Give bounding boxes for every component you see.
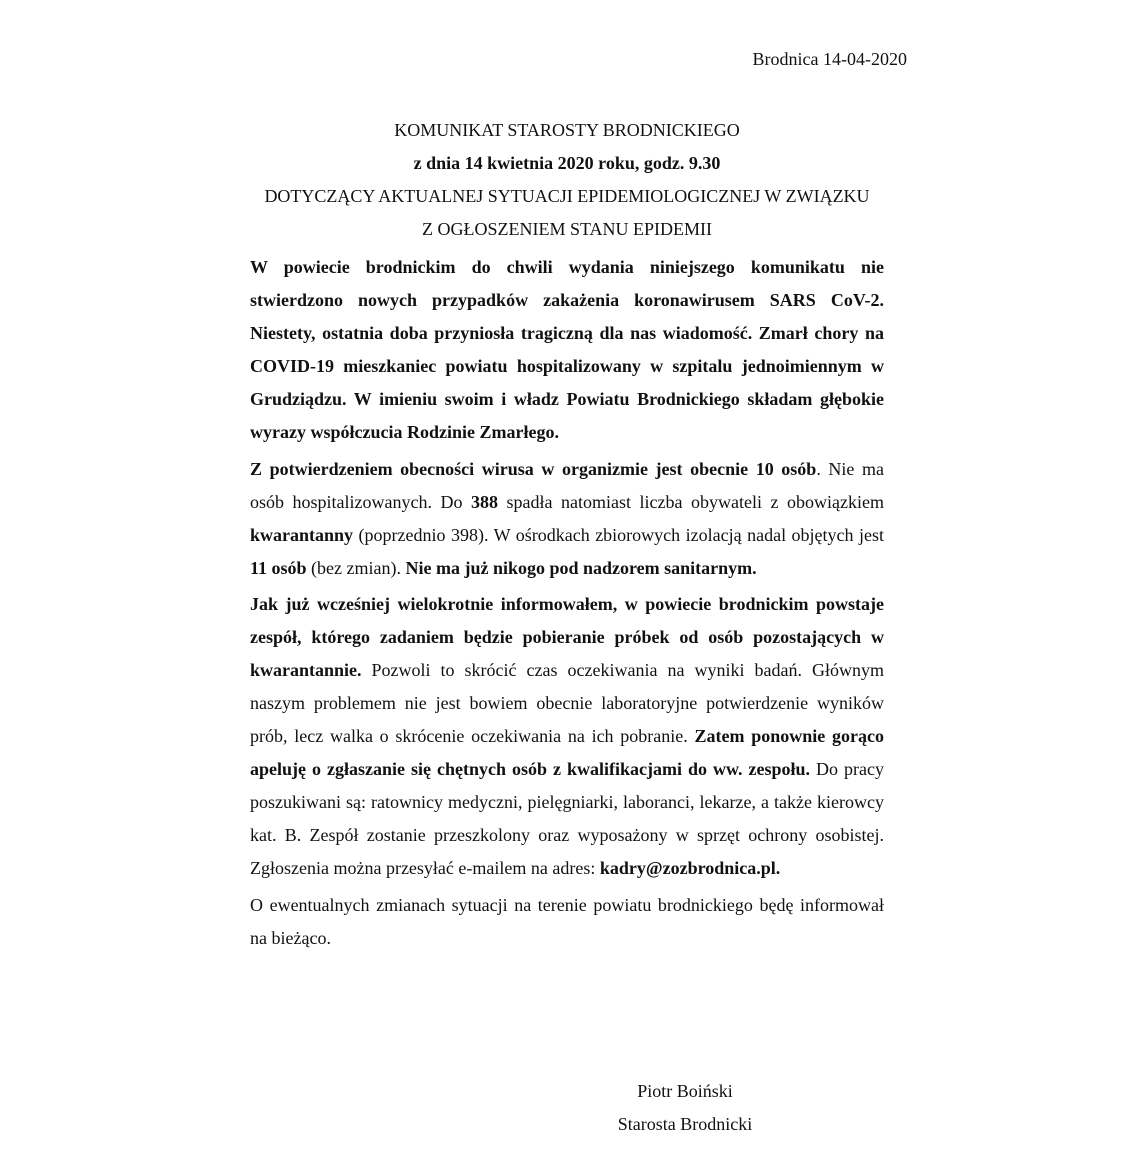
signatory-name: Piotr Boiński [637, 1081, 733, 1101]
paragraph-2-isolation-count: 11 osób [250, 557, 307, 578]
paragraph-2-text-b: spadła natomiast liczba obywateli z obowiązkiem [498, 491, 884, 512]
paragraph-2-text-d: (bez zmian). [306, 557, 406, 578]
paragraph-2-quarantine-count: 388 [471, 491, 499, 512]
contact-email: kadry@zozbrodnica.pl. [599, 858, 781, 878]
title-line-2: z dnia 14 kwietnia 2020 roku, godz. 9.30 [413, 153, 721, 173]
paragraph-3 [250, 588, 884, 885]
document-title [0, 114, 1134, 246]
paragraph-2-infected: Z potwierdzeniem obecności wirusa w organizmie jest obecnie 10 osób [250, 458, 817, 479]
paragraph-3-text-a: Pozwoli to skrócić czas oczekiwania na wyniki badań. Głównym naszym problemem nie jest bowiem obecnie laboratoryjne potwierdzenie wyników prób, lecz walka o skrócenie oczekiwania na ich pobranie. [250, 660, 884, 746]
title-line-4: Z OGŁOSZENIEM STANU EPIDEMII [421, 219, 713, 239]
paragraph-3-team: Jak już wcześniej wielokrotnie informowałem, w powiecie brodnickim powstaje zespół, którego zadaniem będzie pobieranie próbek od osób pozostających w kwarantannie. [250, 594, 884, 680]
paragraph-2 [250, 453, 884, 585]
paragraph-3-appeal: Zatem ponownie gorąco apeluję o zgłaszanie się chętnych osób z kwalifikacjami do ww. zespołu. [250, 726, 885, 779]
paragraph-2-text-c: (poprzednio 398). W ośrodkach zbiorowych izolacją nadal objętych jest [353, 524, 884, 545]
paragraph-4: O ewentualnych zmianach sytuacji na terenie powiatu brodnickiego będę informował na bieżąco. [250, 894, 884, 948]
paragraph-3-text-b: Do pracy poszukiwani są: ratownicy medyczni, pielęgniarki, laboranci, lekarze, a także kierowcy kat. B. Zespół zostanie przeszkolony oraz wyposażony w sprzęt ochrony osobistej. Zgłoszenia można przesyłać e-mailem na adres: [250, 759, 884, 878]
document-body [250, 251, 884, 958]
paragraph-1: W powiecie brodnickim do chwili wydania niniejszego komunikatu nie stwierdzono nowych przypadków zakażenia koronawirusem SARS CoV-2. Niestety, ostatnia doba przyniosła tragiczną dla nas wiadomość. Zmarł chory na COVID-19 mieszkaniec powiatu hospitalizowany w szpitalu jednoimiennym w Grudziądzu. W imieniu swoim i władz Powiatu Brodnickiego składam głębokie wyrazy współczucia Rodzinie Zmarłego. [250, 257, 884, 442]
signature-block [560, 1075, 810, 1141]
title-line-3: DOTYCZĄCY AKTUALNEJ SYTUACJI EPIDEMIOLOGICZNEJ W ZWIĄZKU [264, 186, 870, 206]
document-date: Brodnica 14-04-2020 [752, 49, 907, 69]
paragraph-2-quarantine-word: kwarantanny [250, 524, 354, 545]
paragraph-2-sanitary: Nie ma już nikogo pod nadzorem sanitarnym. [405, 557, 757, 578]
title-line-1: KOMUNIKAT STAROSTY BRODNICKIEGO [394, 120, 740, 140]
paragraph-2-text-a: . Nie ma osób hospitalizowanych. Do [250, 458, 885, 512]
signatory-title: Starosta Brodnicki [617, 1114, 753, 1134]
